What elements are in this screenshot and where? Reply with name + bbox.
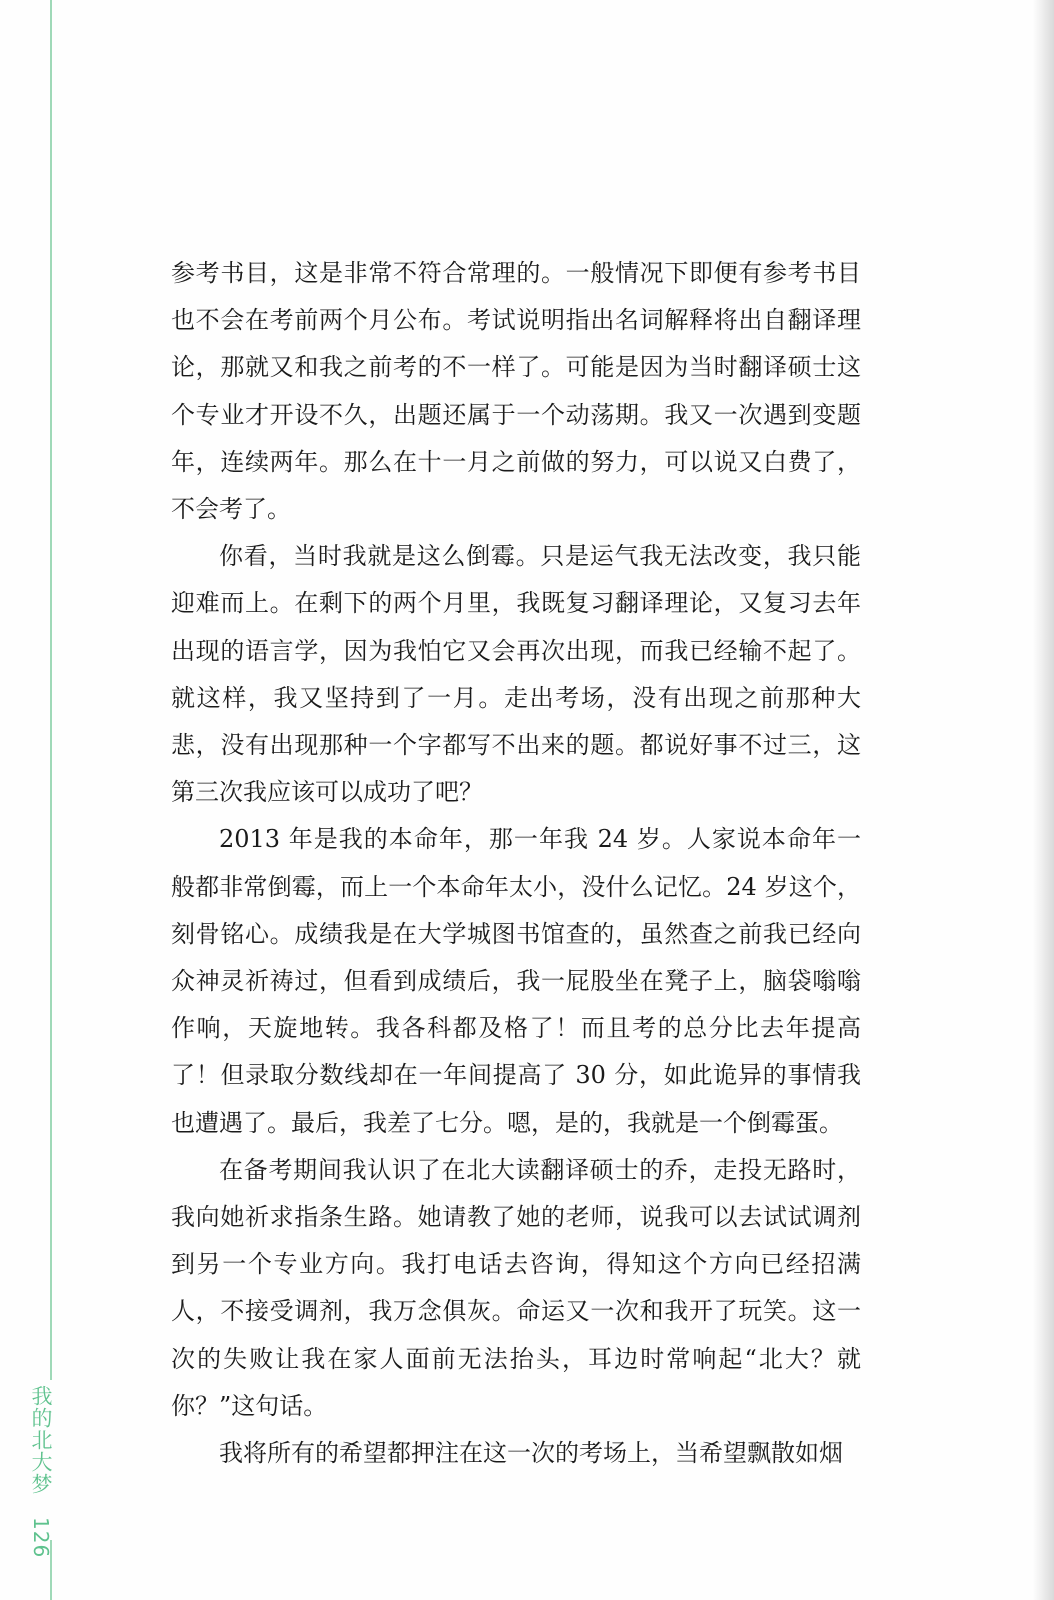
margin-rule-top [50,0,52,1380]
paragraph-5: 我将所有的希望都押注在这一次的考场上，当希望飘散如烟 [219,1439,843,1468]
paragraph-2: 你看，当时我就是这么倒霉。只是运气我无法改变，我只能迎难而上。在剩下的两个月里，我既复习翻译理论，又复习去年出现的语言学，因为我怕它又会再次出现，而我已经输不起了。就这样，我又坚持到了一月。走出考场，没有出现之前那种大悲，没有出现那种一个字都写不出来的题。都说好事不过三，这第三次我应该可以成功了吧？ [171,542,861,807]
paragraph-3: 2013 年是我的本命年，那一年我 24 岁。人家说本命年一般都非常倒霉，而上一个本命年太小，没什么记忆。24 岁这个，刻骨铭心。成绩我是在大学城图书馆查的，虽然查之前我已经向众神灵祈祷过，但看到成绩后，我一屁股坐在凳子上，脑袋嗡嗡作响，天旋地转。我各科都及格了！而且考的总分比去年提高了！但录取分数线却在一年间提高了 30 分，如此诡异的事情我也遭遇了。最后，我差了七分。嗯，是的，我就是一个倒霉蛋。 [171,825,861,1137]
page-edge-shadow [1032,0,1054,1600]
paragraph-4: 在备考期间我认识了在北大读翻译硕士的乔，走投无路时，我向她祈求指条生路。她请教了她的老师，说我可以去试试调剂到另一个专业方向。我打电话去咨询，得知这个方向已经招满人，不接受调剂，我万念俱灰。命运又一次和我开了玩笑。这一次的失败让我在家人面前无法抬头，耳边时常响起“北大？就你？”这句话。 [171,1155,861,1420]
paragraph-1: 参考书目，这是非常不符合常理的。一般情况下即便有参考书目也不会在考前两个月公布。考试说明指出名词解释将出自翻译理论，那就又和我之前考的不一样了。可能是因为当时翻译硕士这个专业才开设不久，出题还属于一个动荡期。我又一次遇到变题年，连续两年。那么在十一月之前做的努力，可以说又白费了，不会考了。 [171,259,861,524]
page-number: 126 [29,1516,53,1558]
body-text [171,250,861,1477]
running-footer [28,1385,54,1558]
book-title: 我的北大梦 [29,1385,53,1495]
